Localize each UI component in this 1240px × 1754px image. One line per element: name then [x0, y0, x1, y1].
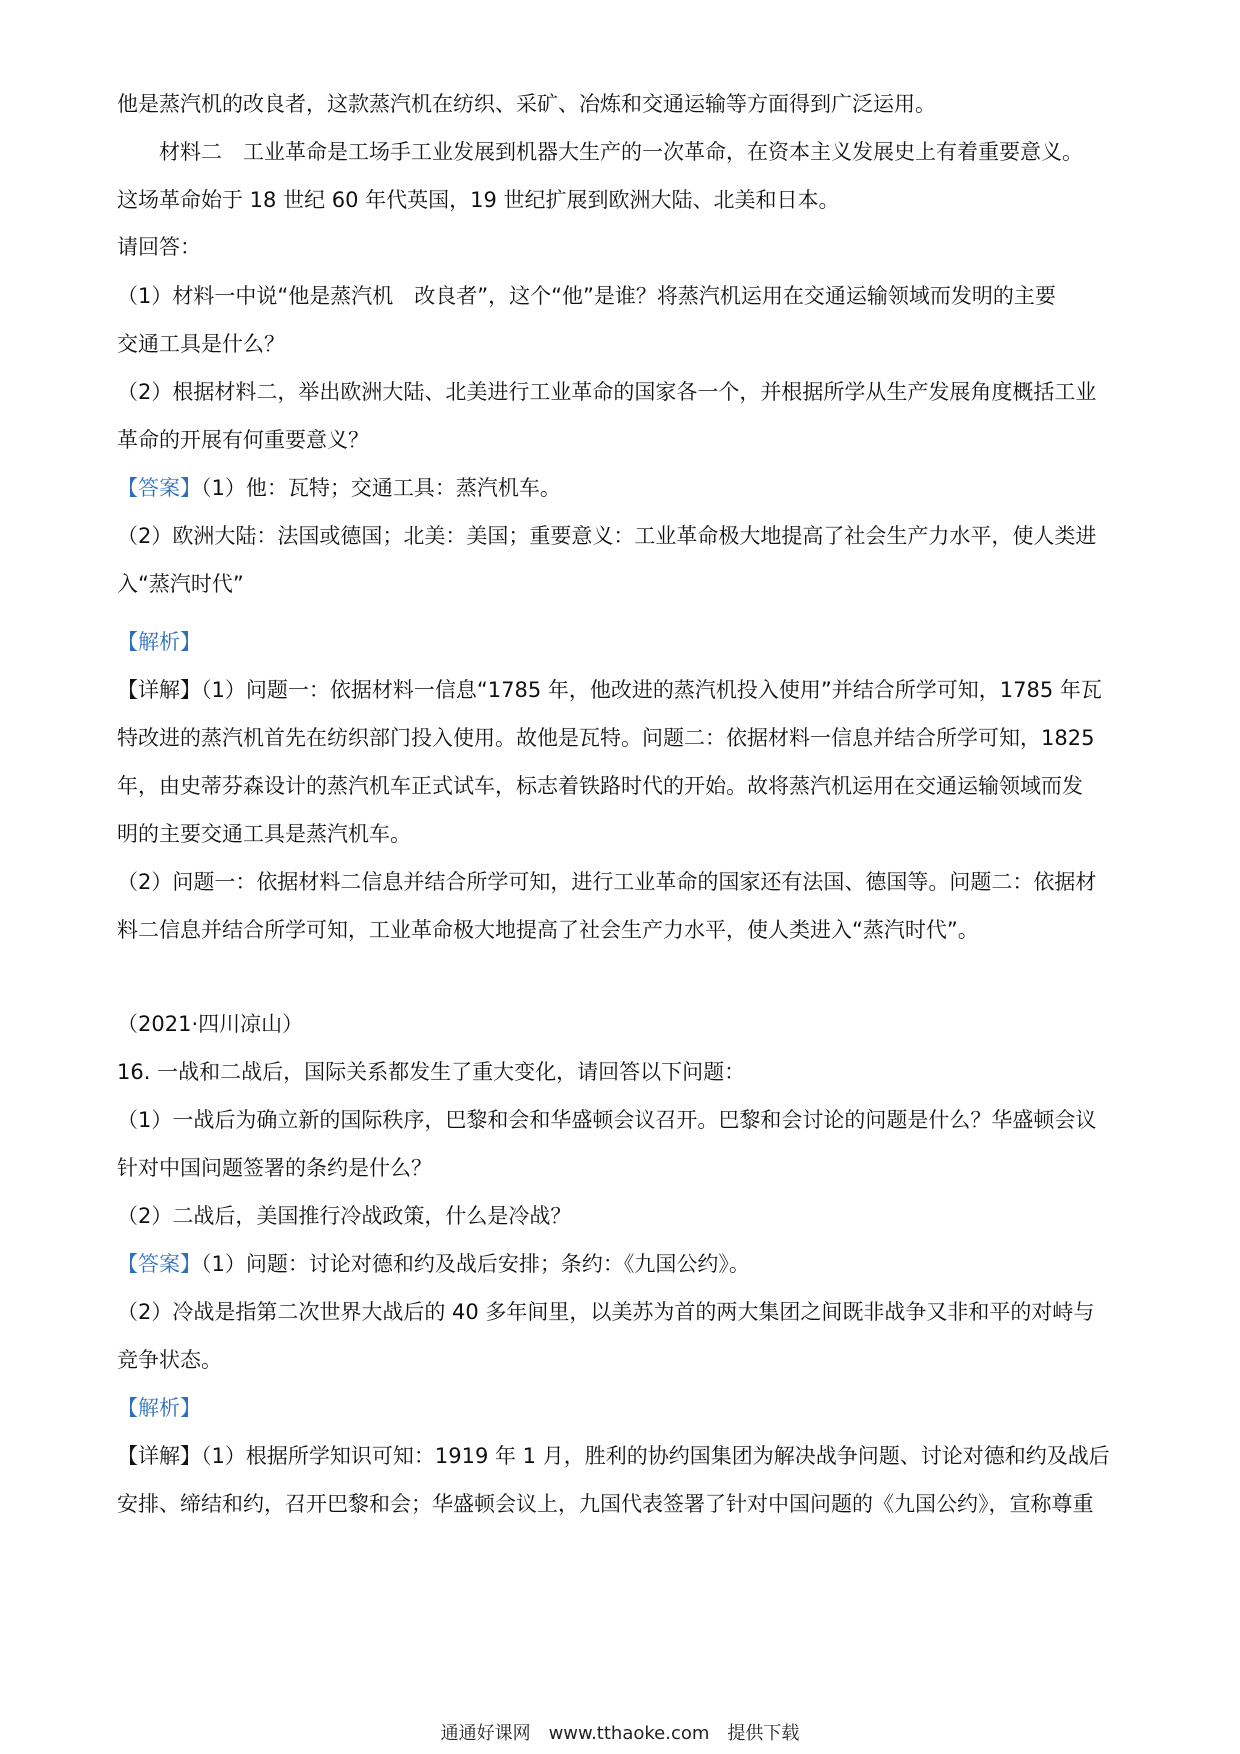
q15-detail-1-line-1 [117, 676, 1102, 704]
q16-answer-1-text: （1）问题：讨论对德和约及战后安排；条约：《九国公约》。 [201, 1252, 750, 1276]
q15-answer-2-line-2: 入“蒸汽时代” [117, 572, 244, 596]
q15-question-1-line-1: （1）材料一中说“他是蒸汽机 改良者”，这个“他”是谁？将蒸汽机运用在交通运输领域而发明的主要 [117, 284, 1056, 308]
page-footer: 通通好课网 www.tthaoke.com 提供下载 [440, 1723, 800, 1744]
q15-detail-1-line-4: 明的主要交通工具是蒸汽机车。 [117, 822, 411, 846]
q15-answer-2-line-1: （2）欧洲大陆：法国或德国；北美：美国；重要意义：工业革命极大地提高了社会生产力水平，使人类进 [117, 524, 1097, 548]
q16-analysis-tag: 【解析】 [117, 1396, 201, 1420]
q15-answer-1-text: （1）他：瓦特；交通工具：蒸汽机车。 [201, 476, 561, 500]
q15-detail-tag: 【详解】 [117, 678, 201, 702]
q16-answer-2-line-2: 竞争状态。 [117, 1348, 222, 1372]
q15-question-2-line-2: 革命的开展有何重要意义？ [117, 428, 369, 452]
prompt: 请回答： [117, 235, 201, 259]
q16-detail-tag: 【详解】 [117, 1444, 201, 1468]
q15-question-1-line-2: 交通工具是什么？ [117, 332, 285, 356]
q15-answer-tag: 【答案】 [117, 476, 201, 500]
q16-detail-1-line-2: 安排、缔结和约，召开巴黎和会；华盛顿会议上，九国代表签署了针对中国问题的《九国公约》，宣称尊重 [117, 1492, 1094, 1516]
material-2-line-1: 材料二 工业革命是工场手工业发展到机器大生产的一次革命，在资本主义发展史上有着重要意义。 [117, 140, 1083, 164]
q16-detail-1-line-1 [117, 1442, 1110, 1470]
q16-source: （2021·四川凉山） [117, 1012, 304, 1036]
material-2-line-2: 这场革命始于 18 世纪 60 年代英国，19 世纪扩展到欧洲大陆、北美和日本。 [117, 188, 840, 212]
q16-stem: 16. 一战和二战后，国际关系都发生了重大变化，请回答以下问题： [117, 1060, 746, 1084]
q15-detail-1-line-1-text: （1）问题一：依据材料一信息“1785 年，他改进的蒸汽机投入使用”并结合所学可知，1785 年瓦 [201, 678, 1102, 702]
q16-answer-2-line-1: （2）冷战是指第二次世界大战后的 40 多年间里，以美苏为首的两大集团之间既非战争又非和平的对峙与 [117, 1300, 1095, 1324]
q15-answer-1 [117, 474, 561, 502]
q15-detail-1-line-3: 年，由史蒂芬森设计的蒸汽机车正式试车，标志着铁路时代的开始。故将蒸汽机运用在交通运输领域而发 [117, 774, 1083, 798]
q16-detail-1-line-1-text: （1）根据所学知识可知：1919 年 1 月，胜利的协约国集团为解决战争问题、讨论对德和约及战后 [201, 1444, 1110, 1468]
q15-analysis-tag: 【解析】 [117, 630, 201, 654]
q16-question-1-line-1: （1）一战后为确立新的国际秩序，巴黎和会和华盛顿会议召开。巴黎和会讨论的问题是什么？华盛顿会议 [117, 1108, 1097, 1132]
q16-answer-tag: 【答案】 [117, 1252, 201, 1276]
q16-question-1-line-2: 针对中国问题签署的条约是什么？ [117, 1156, 432, 1180]
q16-question-2: （2）二战后，美国推行冷战政策，什么是冷战？ [117, 1204, 572, 1228]
q15-question-2-line-1: （2）根据材料二，举出欧洲大陆、北美进行工业革命的国家各一个，并根据所学从生产发展角度概括工业 [117, 380, 1097, 404]
q15-detail-2-line-2: 料二信息并结合所学可知，工业革命极大地提高了社会生产力水平，使人类进入“蒸汽时代”。 [117, 918, 979, 942]
material-line-1: 他是蒸汽机的改良者，这款蒸汽机在纺织、采矿、冶炼和交通运输等方面得到广泛运用。 [117, 92, 936, 116]
q15-detail-2-line-1: （2）问题一：依据材料二信息并结合所学可知，进行工业革命的国家还有法国、德国等。问题二：依据材 [117, 870, 1097, 894]
q15-detail-1-line-2: 特改进的蒸汽机首先在纺织部门投入使用。故他是瓦特。问题二：依据材料一信息并结合所学可知，1825 [117, 726, 1095, 750]
q16-answer-1 [117, 1250, 750, 1278]
